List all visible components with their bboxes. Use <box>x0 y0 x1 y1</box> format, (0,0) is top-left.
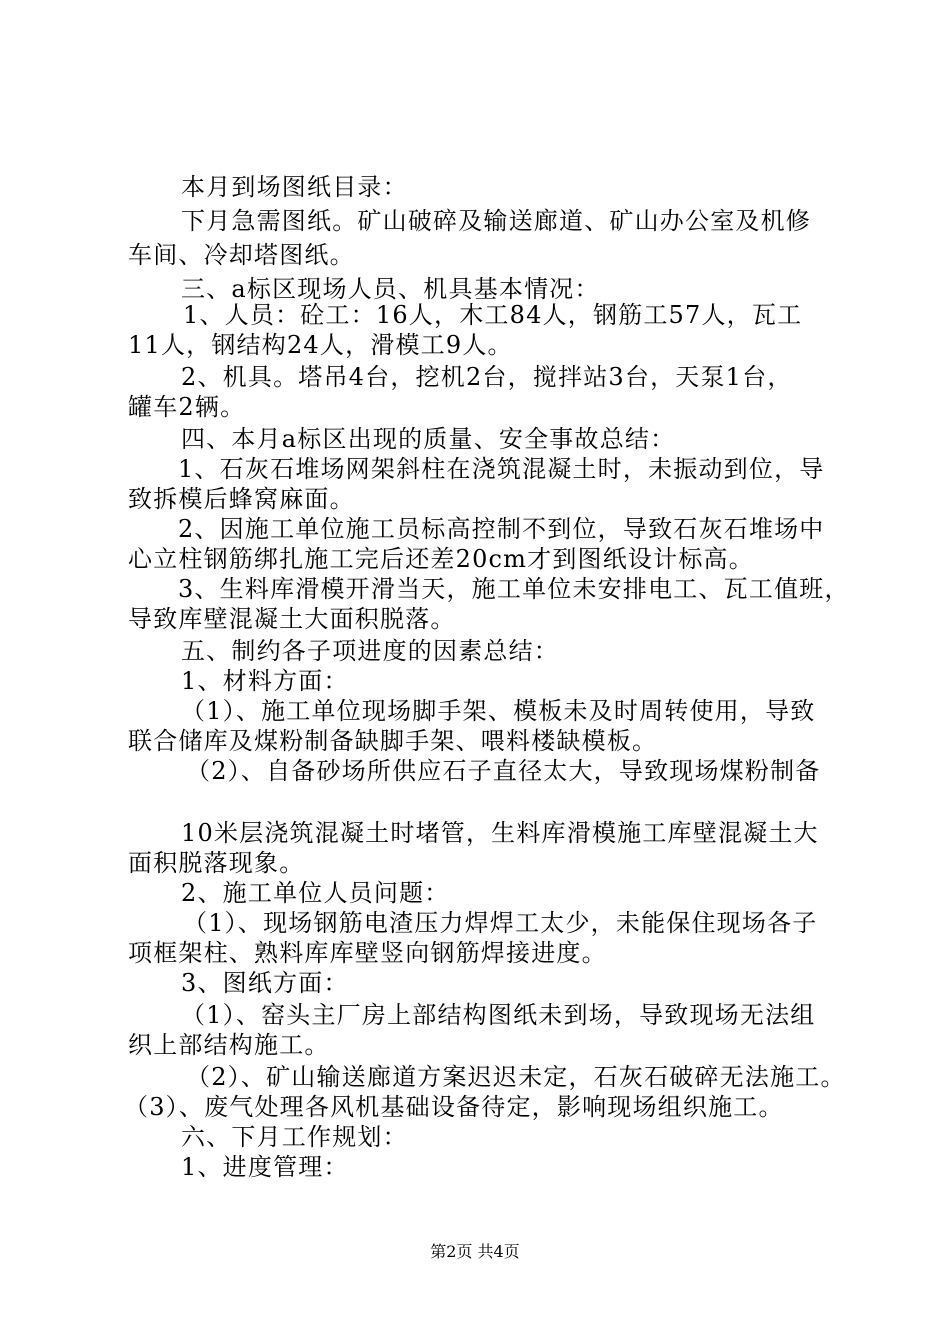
text-line: （1）、现场钢筋电渣压力焊焊工太少，未能保住现场各子 <box>183 909 818 937</box>
text-line: 项框架柱、熟料库库壁竖向钢筋焊接进度。 <box>128 939 607 967</box>
text-line: 导致库壁混凝土大面积脱落。 <box>128 605 456 633</box>
text-line: 10米层浇筑混凝土时堵管，生料库滑模施工库壁混凝土大 <box>181 819 819 847</box>
text-line: 面积脱落现象。 <box>128 849 305 877</box>
text-line: 心立柱钢筋绑扎施工完后还差20cm才到图纸设计标高。 <box>128 545 754 573</box>
text-line: 1、人员：砼工：16人，木工84人，钢筋工57人，瓦工 <box>183 301 803 329</box>
section-heading: 六、下月工作规划： <box>181 1123 408 1151</box>
text-line: 1、材料方面： <box>181 667 349 695</box>
page-footer: 第2页 共4页 <box>430 1242 520 1261</box>
section-heading: 三、a标区现场人员、机具基本情况： <box>181 275 600 303</box>
text-line: 致拆模后蜂窝麻面。 <box>128 485 355 513</box>
text-line: 3、图纸方面： <box>181 969 349 997</box>
section-heading: 四、本月a标区出现的质量、安全事故总结： <box>181 425 676 453</box>
text-line: 本月到场图纸目录： <box>181 173 408 201</box>
section-heading: 五、制约各子项进度的因素总结： <box>181 637 559 665</box>
text-line: 2、机具。塔吊4台，挖机2台，搅拌站3台，天泵1台， <box>181 363 793 391</box>
text-line: 联合储库及煤粉制备缺脚手架、喂料楼缺模板。 <box>128 727 658 755</box>
text-line: 1、进度管理： <box>181 1153 349 1181</box>
text-line: 2、因施工单位施工员标高控制不到位，导致石灰石堆场中 <box>178 515 825 543</box>
text-line: 下月急需图纸。矿山破碎及输送廊道、矿山办公室及机修 <box>181 207 811 235</box>
text-line: 车间、冷却塔图纸。 <box>128 241 355 269</box>
text-line: 11人，钢结构24人，滑模工9人。 <box>128 331 513 359</box>
text-line: 2、施工单位人员问题： <box>181 879 450 907</box>
text-line: 1、石灰石堆场网架斜柱在浇筑混凝土时，未振动到位，导 <box>178 455 825 483</box>
text-line: （1）、施工单位现场脚手架、模板未及时周转使用，导致 <box>181 697 816 725</box>
text-line: （2）、自备砂场所供应石子直径太大，导致现场煤粉制备 <box>186 757 821 785</box>
text-line: 3、生料库滑模开滑当天，施工单位未安排电工、瓦工值班， <box>178 575 850 603</box>
text-line: 罐车2辆。 <box>128 393 246 421</box>
text-line: 织上部结构施工。 <box>128 1031 330 1059</box>
text-line: （1）、窑头主厂房上部结构图纸未到场，导致现场无法组 <box>181 1001 816 1029</box>
text-line: （3）、废气处理各风机基础设备待定，影响现场组织施工。 <box>124 1093 784 1121</box>
text-line: （2）、矿山输送廊道方案迟迟未定，石灰石破碎无法施工。 <box>186 1063 846 1091</box>
